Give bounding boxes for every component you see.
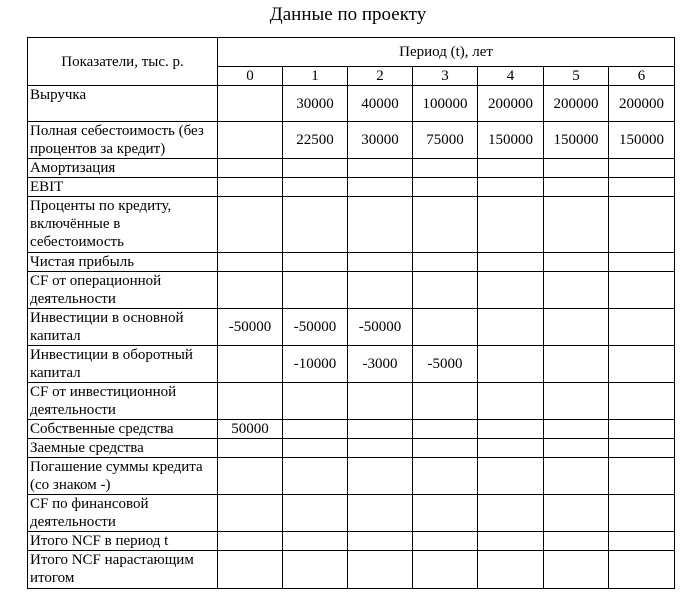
value-cell <box>413 495 478 532</box>
table-row <box>28 532 675 551</box>
value-cell <box>478 495 544 532</box>
value-cell: -3000 <box>348 346 413 383</box>
row-label: Собственные средства <box>28 420 218 439</box>
value-cell: 100000 <box>413 86 478 122</box>
value-cell <box>478 178 544 197</box>
value-cell <box>218 383 283 420</box>
table-row <box>28 159 675 178</box>
row-label: CF от операционной деятельности <box>28 272 218 309</box>
table-row <box>28 197 675 253</box>
value-cell <box>478 439 544 458</box>
value-cell <box>544 159 609 178</box>
value-cell <box>218 178 283 197</box>
value-cell <box>218 458 283 495</box>
value-cell: 200000 <box>609 86 675 122</box>
value-cell <box>218 346 283 383</box>
value-cell <box>478 272 544 309</box>
value-cell: -10000 <box>283 346 348 383</box>
row-label: EBIT <box>28 178 218 197</box>
value-cell <box>544 197 609 253</box>
value-cell: 150000 <box>609 122 675 159</box>
value-cell <box>609 197 675 253</box>
row-label: Итого NCF нарастающим итогом <box>28 551 218 589</box>
value-cell <box>348 458 413 495</box>
value-cell <box>283 159 348 178</box>
value-cell <box>478 551 544 589</box>
value-cell: 30000 <box>348 122 413 159</box>
year-header: 0 <box>218 67 283 86</box>
value-cell <box>413 383 478 420</box>
value-cell <box>544 309 609 346</box>
table-row <box>28 439 675 458</box>
value-cell <box>413 253 478 272</box>
value-cell <box>283 495 348 532</box>
row-label: CF по финансовой деятельности <box>28 495 218 532</box>
value-cell <box>544 495 609 532</box>
value-cell <box>609 272 675 309</box>
table-row <box>28 178 675 197</box>
value-cell <box>609 178 675 197</box>
value-cell <box>413 420 478 439</box>
value-cell <box>609 159 675 178</box>
value-cell <box>413 458 478 495</box>
value-cell <box>609 309 675 346</box>
value-cell <box>609 420 675 439</box>
value-cell: 30000 <box>283 86 348 122</box>
row-label: Инвестиции в основной капитал <box>28 309 218 346</box>
page-title: Данные по проекту <box>269 4 427 25</box>
value-cell <box>348 551 413 589</box>
row-label: Заемные средства <box>28 439 218 458</box>
value-cell <box>218 197 283 253</box>
project-data-table <box>27 37 675 589</box>
indicators-header: Показатели, тыс. р. <box>28 38 218 86</box>
value-cell <box>283 439 348 458</box>
value-cell <box>283 272 348 309</box>
value-cell <box>218 272 283 309</box>
value-cell <box>544 178 609 197</box>
period-header: Период (t), лет <box>218 38 675 67</box>
value-cell <box>609 383 675 420</box>
value-cell <box>478 383 544 420</box>
value-cell <box>218 551 283 589</box>
value-cell <box>609 439 675 458</box>
value-cell <box>348 272 413 309</box>
value-cell <box>218 122 283 159</box>
value-cell <box>348 178 413 197</box>
value-cell <box>348 197 413 253</box>
value-cell: -50000 <box>283 309 348 346</box>
value-cell <box>478 197 544 253</box>
year-header: 5 <box>544 67 609 86</box>
value-cell <box>283 420 348 439</box>
row-label: Полная себестоимость (без процентов за кредит) <box>28 122 218 159</box>
value-cell: -50000 <box>348 309 413 346</box>
value-cell <box>218 159 283 178</box>
table-row <box>28 551 675 589</box>
value-cell <box>544 551 609 589</box>
value-cell <box>218 86 283 122</box>
value-cell <box>413 272 478 309</box>
value-cell <box>283 178 348 197</box>
row-label: Выручка <box>28 86 218 122</box>
value-cell <box>413 178 478 197</box>
table-row <box>28 253 675 272</box>
value-cell <box>609 253 675 272</box>
value-cell: 22500 <box>283 122 348 159</box>
value-cell: 200000 <box>544 86 609 122</box>
value-cell <box>478 532 544 551</box>
value-cell <box>413 159 478 178</box>
table-row <box>28 495 675 532</box>
value-cell: 50000 <box>218 420 283 439</box>
table-row <box>28 272 675 309</box>
value-cell <box>348 532 413 551</box>
row-label: Амортизация <box>28 159 218 178</box>
value-cell <box>413 551 478 589</box>
value-cell <box>218 439 283 458</box>
value-cell <box>283 197 348 253</box>
value-cell <box>283 458 348 495</box>
value-cell <box>348 159 413 178</box>
year-header: 6 <box>609 67 675 86</box>
value-cell <box>348 383 413 420</box>
value-cell <box>348 253 413 272</box>
value-cell <box>609 532 675 551</box>
table-row <box>28 86 675 122</box>
value-cell <box>544 346 609 383</box>
value-cell <box>544 532 609 551</box>
table-row <box>28 383 675 420</box>
table-body <box>28 86 675 589</box>
row-label: Итого NCF в период t <box>28 532 218 551</box>
value-cell: 150000 <box>544 122 609 159</box>
value-cell <box>283 551 348 589</box>
value-cell <box>609 495 675 532</box>
year-header: 2 <box>348 67 413 86</box>
year-header: 1 <box>283 67 348 86</box>
value-cell <box>283 253 348 272</box>
value-cell <box>544 253 609 272</box>
value-cell: 150000 <box>478 122 544 159</box>
value-cell <box>283 532 348 551</box>
row-label: Проценты по кредиту, включённые в себестоимость <box>28 197 218 253</box>
value-cell <box>478 253 544 272</box>
value-cell <box>218 532 283 551</box>
value-cell <box>544 439 609 458</box>
value-cell <box>218 495 283 532</box>
value-cell: -5000 <box>413 346 478 383</box>
value-cell: 75000 <box>413 122 478 159</box>
value-cell <box>478 309 544 346</box>
value-cell <box>218 253 283 272</box>
row-label: CF от инвестиционной деятельности <box>28 383 218 420</box>
value-cell <box>283 383 348 420</box>
row-label: Погашение суммы кредита (со знаком -) <box>28 458 218 495</box>
value-cell <box>478 458 544 495</box>
value-cell: 40000 <box>348 86 413 122</box>
value-cell: -50000 <box>218 309 283 346</box>
value-cell <box>478 159 544 178</box>
header-row-period <box>28 38 675 67</box>
value-cell <box>413 309 478 346</box>
row-label: Инвестиции в оборотный капитал <box>28 346 218 383</box>
table-row <box>28 309 675 346</box>
value-cell <box>348 420 413 439</box>
value-cell <box>609 458 675 495</box>
table-row <box>28 346 675 383</box>
table-row <box>28 420 675 439</box>
value-cell <box>544 458 609 495</box>
table-row <box>28 458 675 495</box>
value-cell <box>544 383 609 420</box>
value-cell: 200000 <box>478 86 544 122</box>
year-header: 4 <box>478 67 544 86</box>
value-cell <box>413 532 478 551</box>
row-label: Чистая прибыль <box>28 253 218 272</box>
value-cell <box>348 439 413 458</box>
value-cell <box>544 272 609 309</box>
value-cell <box>544 420 609 439</box>
value-cell <box>348 495 413 532</box>
year-header: 3 <box>413 67 478 86</box>
value-cell <box>413 197 478 253</box>
value-cell <box>609 346 675 383</box>
table-row <box>28 122 675 159</box>
value-cell <box>478 346 544 383</box>
value-cell <box>478 420 544 439</box>
value-cell <box>413 439 478 458</box>
value-cell <box>609 551 675 589</box>
